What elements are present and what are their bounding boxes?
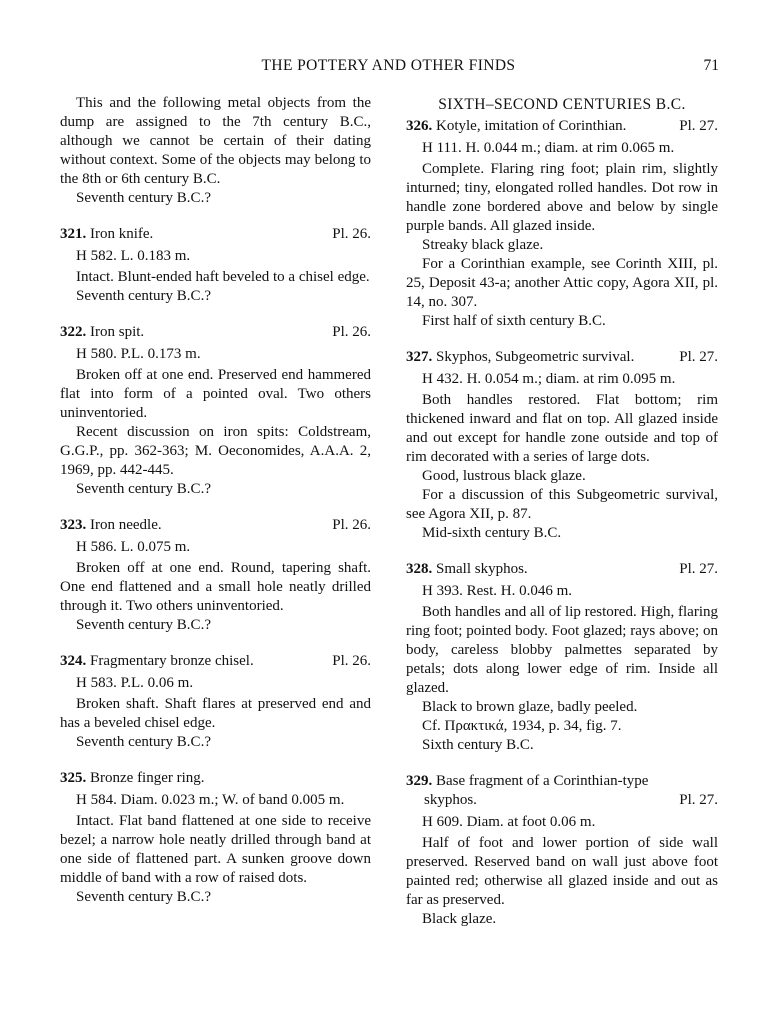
plate-reference: Pl. 26. (332, 324, 371, 340)
entry-description: Intact. Blunt-ended haft beveled to a chisel edge. (76, 269, 370, 285)
entry-glaze: Good, lustrous black glaze. (422, 468, 586, 484)
entry-description: Half of foot and lower portion of side wall preserved. Reserved band on wall just above foot painted red; otherwise all glazed inside and out as far as preserved. (406, 835, 718, 908)
entry-bibliography: For a discussion of this Subgeometric survival, see Agora XII, p. 87. (406, 487, 718, 522)
entry-measurements: H 393. Rest. H. 0.046 m. (422, 583, 572, 599)
entry-number: 326. (406, 118, 433, 134)
entry-date: Seventh century B.C.? (76, 889, 211, 905)
entry-heading (60, 769, 371, 788)
entry-measurements: H 586. L. 0.075 m. (76, 539, 191, 555)
plate-reference: Pl. 26. (332, 517, 371, 533)
catalog-entry-324 (60, 652, 371, 752)
entry-measurements: H 582. L. 0.183 m. (76, 248, 191, 264)
entry-title: Small skyphos. (436, 561, 528, 577)
entry-date: Seventh century B.C.? (76, 288, 211, 304)
section-heading: SIXTH–SECOND CENTURIES B.C. (438, 96, 686, 113)
entry-glaze: Streaky black glaze. (422, 237, 544, 253)
entry-number: 323. (60, 517, 87, 533)
entry-measurements: H 432. H. 0.054 m.; diam. at rim 0.095 m. (422, 371, 676, 387)
entry-heading (60, 323, 371, 342)
catalog-entry-322 (60, 323, 371, 499)
entry-title: Iron spit. (90, 324, 145, 340)
plate-reference: Pl. 27. (679, 561, 718, 577)
entry-description: Broken off at one end. Round, tapering shaft. One end flattened and a small hole neatly drilled through it. Two others uninventoried. (60, 560, 371, 614)
left-column (60, 94, 371, 907)
entry-date: Mid-sixth century B.C. (422, 525, 562, 541)
entry-description: Broken shaft. Shaft flares at preserved end and has a beveled chisel edge. (60, 696, 371, 731)
entry-date: Sixth century B.C. (422, 737, 534, 753)
entry-number: 328. (406, 561, 433, 577)
entry-number: 321. (60, 226, 87, 242)
plate-reference: Pl. 27. (679, 792, 718, 808)
entry-heading (406, 348, 718, 367)
entry-glaze: Black glaze. (422, 911, 497, 927)
entry-bibliography: Recent discussion on iron spits: Coldstream, G.G.P., pp. 362-363; M. Oeconomides, A.A.A. 2, 1969, pp. 442-445. (60, 424, 371, 478)
entry-heading (406, 560, 718, 579)
catalog-entry-323 (60, 516, 371, 635)
catalog-entry-325 (60, 769, 371, 907)
entry-number: 324. (60, 653, 87, 669)
entry-number: 327. (406, 349, 433, 365)
intro-block (60, 94, 371, 208)
entry-heading (406, 117, 718, 136)
entry-title-continued: skyphos. (424, 792, 477, 808)
entry-description: Broken off at one end. Preserved end hammered flat into form of a pointed oval. Two others uninventoried. (60, 367, 371, 421)
entry-heading (60, 516, 371, 535)
entry-title: Iron knife. (90, 226, 154, 242)
catalog-entry-326 (406, 117, 718, 331)
entry-heading (406, 772, 718, 810)
plate-reference: Pl. 26. (332, 653, 371, 669)
entry-bibliography: For a Corinthian example, see Corinth XIII, pl. 25, Deposit 43-a; another Attic copy, Agora XII, pl. 14, no. 307. (406, 256, 718, 310)
entry-measurements: H 609. Diam. at foot 0.06 m. (422, 814, 596, 830)
catalog-entry-328 (406, 560, 718, 755)
right-column (406, 94, 718, 929)
entry-date: First half of sixth century B.C. (422, 313, 606, 329)
plate-reference: Pl. 27. (679, 349, 718, 365)
intro-paragraph: This and the following metal objects from the dump are assigned to the 7th century B.C., although we cannot be certain of their dating without context. Some of the objects may belong to the 8th or 6th century B.C. (60, 95, 371, 187)
plate-reference: Pl. 26. (332, 226, 371, 242)
entry-date: Seventh century B.C.? (76, 734, 211, 750)
entry-number: 322. (60, 324, 87, 340)
catalog-entry-327 (406, 348, 718, 543)
running-header: THE POTTERY AND OTHER FINDS (261, 57, 516, 74)
entry-description: Intact. Flat band flattened at one side to receive bezel; a narrow hole neatly drilled through band at one side of flattened part. A sunken groove down middle of band with a row of raised dots. (60, 813, 371, 886)
entry-number: 325. (60, 770, 87, 786)
entry-description: Both handles and all of lip restored. High, flaring ring foot; pointed body. Foot glazed; rays above; on body, careless blobby palmettes separated by petals; dots along lower edge of rim. Inside all glazed. (406, 604, 718, 696)
catalog-entry-321 (60, 225, 371, 306)
catalog-entry-329 (406, 772, 718, 929)
entry-measurements: H 111. H. 0.044 m.; diam. at rim 0.065 m. (422, 140, 675, 156)
entry-measurements: H 580. P.L. 0.173 m. (76, 346, 201, 362)
entry-date: Seventh century B.C.? (76, 617, 211, 633)
entry-description: Both handles restored. Flat bottom; rim thickened inward and flat on top. All glazed inside and out except for handle zone outside and top of rim decorated with a series of large dots. (406, 392, 718, 465)
entry-date: Seventh century B.C.? (76, 481, 211, 497)
entry-title: Kotyle, imitation of Corinthian. (436, 118, 627, 134)
entry-title: Base fragment of a Corinthian-type (436, 773, 649, 789)
entry-heading (60, 652, 371, 671)
entry-heading (60, 225, 371, 244)
entry-glaze: Black to brown glaze, badly peeled. (422, 699, 638, 715)
entry-title: Skyphos, Subgeometric survival. (436, 349, 635, 365)
entry-description: Complete. Flaring ring foot; plain rim, slightly inturned; tiny, elongated rolled handles. Dot row in handle zone bordered above and below by single purple bands. All glazed inside. (406, 161, 718, 234)
entry-measurements: H 584. Diam. 0.023 m.; W. of band 0.005 m. (76, 792, 345, 808)
entry-bibliography: Cf. Πρακτικά, 1934, p. 34, fig. 7. (422, 718, 622, 734)
entry-title: Bronze finger ring. (90, 770, 205, 786)
entry-number: 329. (406, 773, 433, 789)
entry-measurements: H 583. P.L. 0.06 m. (76, 675, 194, 691)
entry-title: Fragmentary bronze chisel. (90, 653, 254, 669)
entry-title: Iron needle. (90, 517, 162, 533)
intro-date: Seventh century B.C.? (76, 190, 211, 206)
plate-reference: Pl. 27. (679, 118, 718, 134)
page-number: 71 (703, 57, 719, 74)
